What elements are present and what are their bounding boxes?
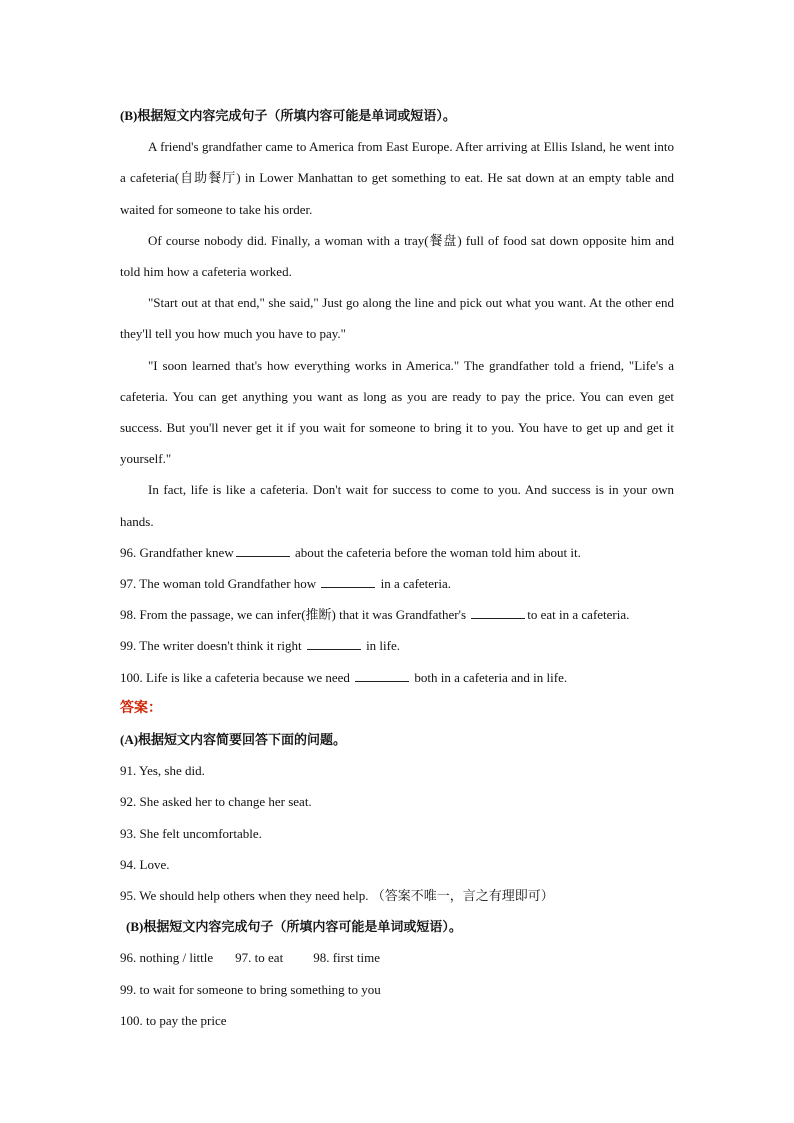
answer-item: 96. nothing / little: [120, 950, 214, 966]
answer-item: 98. first time: [313, 950, 380, 966]
question-text: both in a cafeteria and in life.: [411, 669, 568, 685]
answer-blank: [307, 635, 361, 650]
question-96: [120, 537, 674, 568]
answers-title: 答案：: [120, 700, 162, 716]
question-text: 96. Grandfather knew: [120, 544, 234, 560]
answer-line: 100. to pay the price: [120, 1012, 227, 1028]
section-b-heading: (B)根据短文内容完成句子（所填内容可能是单词或短语）。: [120, 108, 456, 123]
passage-paragraph: "I soon learned that's how everything works in America." The grandfather told a friend, "Life's a cafeteria. You can get anything you want as long as you are ready to pay the price. You can even get success. But you'll never get it if you wait for someone to bring it to you. You have to get up and get it yourself.": [120, 357, 674, 467]
section-b-heading-answers: (B)根据短文内容完成句子（所填内容可能是单词或短语）。: [126, 919, 462, 935]
section-a-heading: (A)根据短文内容简要回答下面的问题。: [120, 732, 347, 748]
question-100: [120, 662, 674, 693]
question-text: in life.: [362, 638, 400, 654]
answer-line: 91. Yes, she did.: [120, 763, 205, 779]
answer-line: 99. to wait for someone to bring something to you: [120, 981, 381, 997]
question-99: [120, 630, 674, 661]
document-content: [120, 100, 674, 1036]
answer-line: 92. She asked her to change her seat.: [120, 794, 312, 810]
question-text: to eat in a cafeteria.: [527, 607, 630, 623]
question-97: [120, 568, 674, 599]
passage-paragraph: A friend's grandfather came to America from East Europe. After arriving at Ellis Island, he went into a cafeteria(自助餐厅) in Lower Manhattan to get something to eat. He sat down at an empty table and waited for someone to take his order.: [120, 139, 674, 217]
answer-blank: [471, 604, 525, 619]
question-text: 97. The woman told Grandfather how: [120, 576, 320, 592]
question-98: [120, 599, 674, 630]
question-text: in a cafeteria.: [377, 576, 452, 592]
answer-line-96-98: [120, 942, 674, 973]
answer-blank: [236, 542, 290, 557]
question-text: about the cafeteria before the woman told him about it.: [291, 544, 581, 560]
answer-item: 97. to eat: [235, 950, 284, 966]
answer-line: 93. She felt uncomfortable.: [120, 825, 262, 841]
passage-paragraph: Of course nobody did. Finally, a woman with a tray(餐盘) full of food sat down opposite him and told him how a cafeteria worked.: [120, 232, 674, 280]
answer-blank: [321, 573, 375, 588]
answer-line: 94. Love.: [120, 856, 170, 872]
question-text: 98. From the passage, we can infer(推断) that it was Grandfather's: [120, 607, 470, 623]
question-text: 100. Life is like a cafeteria because we need: [120, 669, 354, 685]
question-text: 99. The writer doesn't think it right: [120, 638, 305, 654]
answer-blank: [355, 667, 409, 682]
passage-paragraph: In fact, life is like a cafeteria. Don't wait for success to come to you. And success is in your own hands.: [120, 482, 674, 529]
answer-line: 95. We should help others when they need help. （答案不唯一，言之有理即可）: [120, 888, 554, 904]
passage-paragraph: "Start out at that end," she said," Just go along the line and pick out what you want. At the other end they'll tell you how much you have to pay.": [120, 295, 674, 342]
